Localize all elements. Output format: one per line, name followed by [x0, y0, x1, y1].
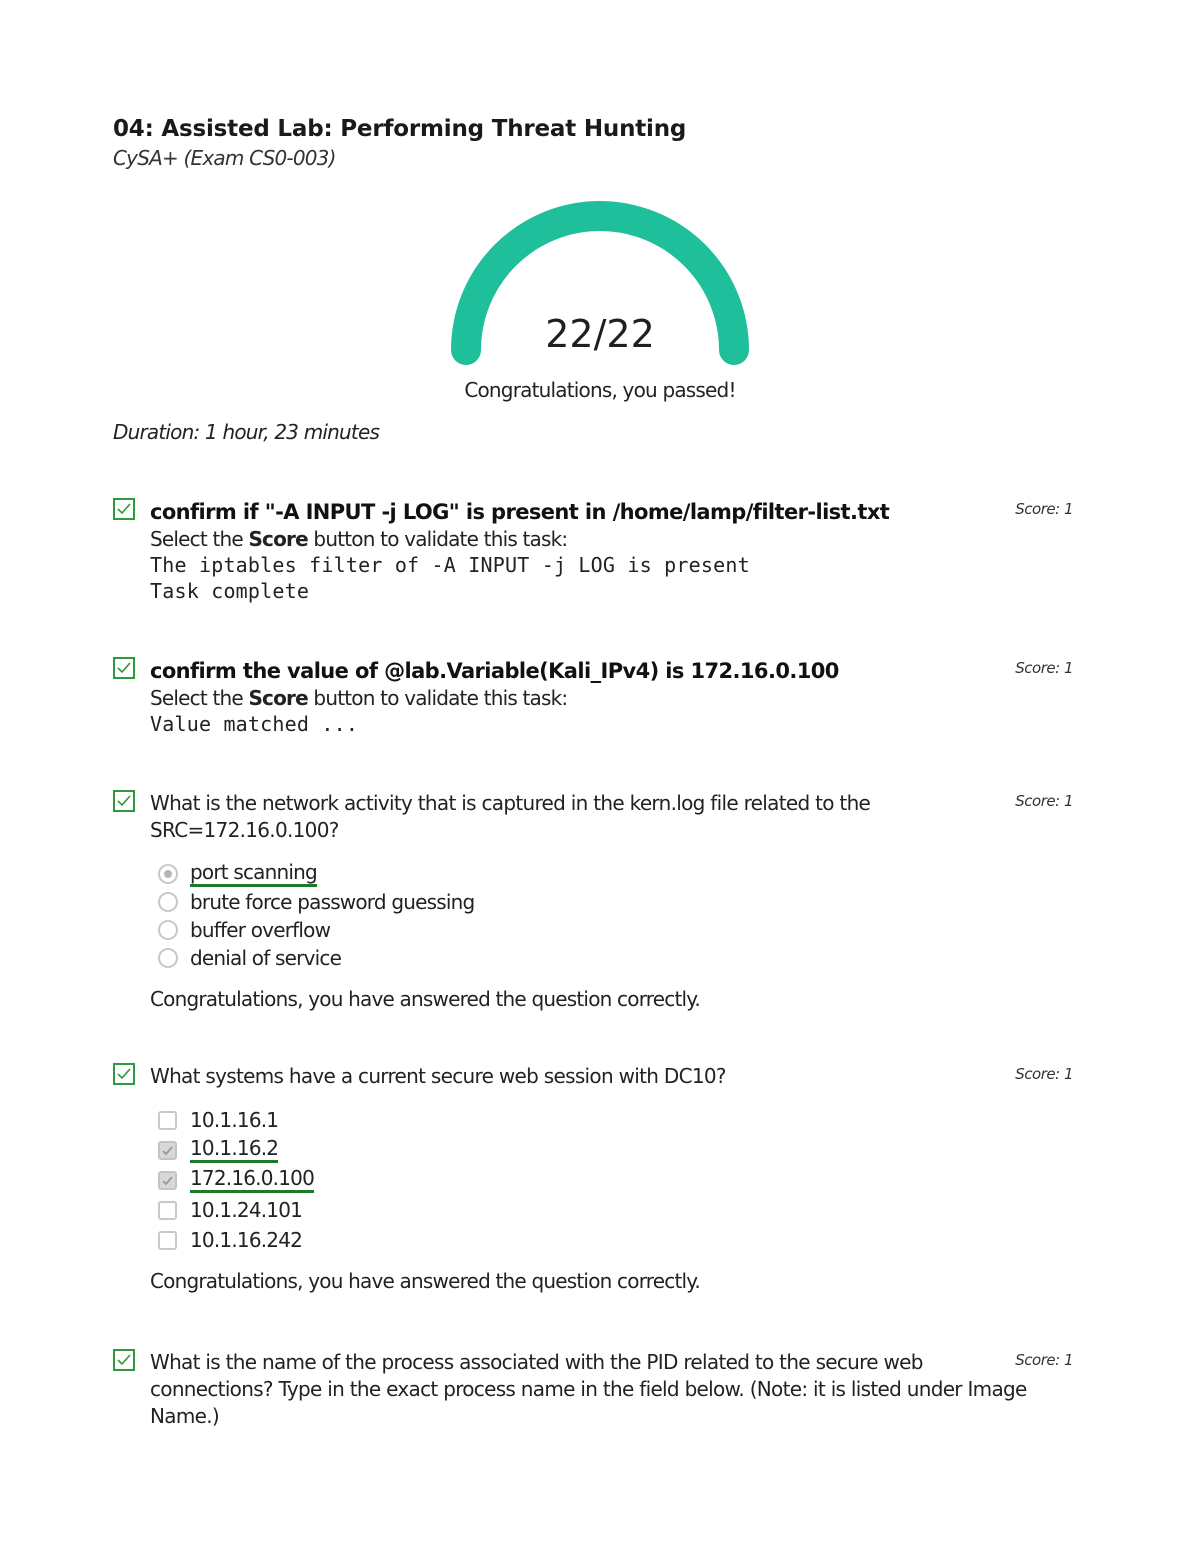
radio-icon[interactable]	[158, 948, 178, 968]
checkbox-option[interactable]	[150, 1166, 950, 1196]
question-text: What is the network activity that is captured in the kern.log file related to the SRC=172.16.0.100?	[150, 791, 871, 842]
radio-icon[interactable]	[158, 920, 178, 940]
option-label: port scanning	[190, 860, 317, 887]
checkbox-icon[interactable]	[158, 1111, 177, 1130]
answer-feedback: Congratulations, you have answered the question correctly.	[150, 1269, 700, 1293]
option-label: 10.1.16.2	[190, 1136, 278, 1163]
task-output-line: Value matched ...	[150, 712, 359, 736]
checkbox-option[interactable]	[150, 1106, 950, 1136]
task-score: Score: 1	[1015, 659, 1073, 677]
answer-feedback: Congratulations, you have answered the question correctly.	[150, 987, 700, 1011]
task-complete-check-icon	[113, 1349, 135, 1371]
task-instruction: Select the Score button to validate this task:	[150, 686, 568, 710]
task-score: Score: 1	[1015, 1065, 1073, 1083]
checkbox-option[interactable]	[150, 1136, 950, 1166]
task-score: Score: 1	[1015, 500, 1073, 518]
task-output-line: The iptables filter of -A INPUT -j LOG is present	[150, 553, 750, 577]
question-text: What is the name of the process associated with the PID related to the secure web connections? Type in the exact process name in the field below. (Note: it is listed under Image Name.)	[150, 1350, 1027, 1428]
radio-option[interactable]	[150, 944, 950, 972]
checkbox-checked-icon[interactable]	[158, 1141, 177, 1160]
task-complete-check-icon	[113, 790, 135, 812]
task-complete-check-icon	[113, 1063, 135, 1085]
option-label: 10.1.16.242	[190, 1228, 303, 1252]
task-score: Score: 1	[1015, 1351, 1073, 1369]
task-score: Score: 1	[1015, 792, 1073, 810]
question-text: What systems have a current secure web session with DC10?	[150, 1064, 726, 1088]
score-display: 22/22	[545, 312, 655, 356]
option-label: 10.1.16.1	[190, 1108, 279, 1132]
task-heading: confirm the value of @lab.Variable(Kali_IPv4) is 172.16.0.100	[150, 659, 839, 683]
duration-text: Duration: 1 hour, 23 minutes	[113, 420, 380, 444]
radio-option[interactable]	[150, 888, 950, 916]
page-subtitle: CySA+ (Exam CS0-003)	[113, 146, 336, 170]
radio-selected-icon[interactable]	[158, 864, 178, 884]
checkbox-icon[interactable]	[158, 1231, 177, 1250]
task-output-line: Task complete	[150, 579, 310, 603]
checkbox-option[interactable]	[150, 1196, 950, 1226]
checkbox-option[interactable]	[150, 1226, 950, 1256]
option-label: 10.1.24.101	[190, 1198, 303, 1222]
task-heading: confirm if "-A INPUT -j LOG" is present in /home/lamp/filter-list.txt	[150, 500, 890, 524]
checkbox-checked-icon[interactable]	[158, 1171, 177, 1190]
radio-option[interactable]	[150, 916, 950, 944]
option-label: buffer overflow	[190, 918, 331, 942]
radio-icon[interactable]	[158, 892, 178, 912]
task-complete-check-icon	[113, 498, 135, 520]
option-label: brute force password guessing	[190, 890, 475, 914]
task-complete-check-icon	[113, 657, 135, 679]
task-instruction: Select the Score button to validate this task:	[150, 527, 568, 551]
pass-message: Congratulations, you passed!	[464, 378, 736, 402]
option-label: denial of service	[190, 946, 342, 970]
option-label: 172.16.0.100	[190, 1166, 314, 1193]
checkbox-icon[interactable]	[158, 1201, 177, 1220]
radio-option[interactable]	[150, 860, 950, 888]
page-title: 04: Assisted Lab: Performing Threat Hunting	[113, 116, 687, 142]
